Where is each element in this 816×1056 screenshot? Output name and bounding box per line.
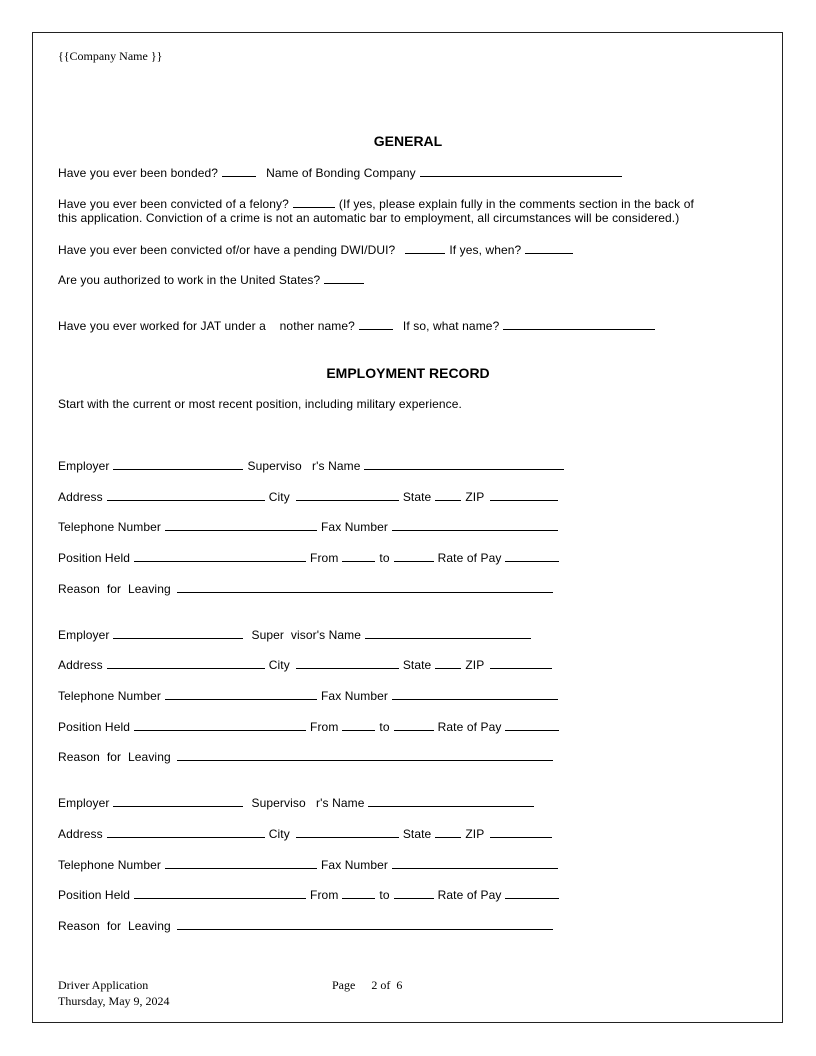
other-name-question: Have you ever worked for JAT under a nother name? (58, 319, 355, 333)
employer-row-3 (58, 795, 538, 810)
reason-label: Reason for Leaving (58, 582, 171, 596)
telephone-field[interactable] (165, 688, 317, 700)
city-field[interactable] (296, 657, 399, 669)
state-field[interactable] (435, 657, 461, 669)
employer-label: Employer (58, 796, 110, 810)
to-label: to (379, 888, 390, 902)
reason-field[interactable] (177, 749, 553, 761)
employer-label: Employer (58, 459, 110, 473)
rate-field[interactable] (505, 887, 559, 899)
other-name-answer-field[interactable] (359, 318, 393, 330)
general-heading: GENERAL (373, 133, 443, 149)
felony-question: Have you ever been convicted of a felony? (58, 197, 289, 211)
felony-answer-field[interactable] (293, 196, 335, 208)
state-field[interactable] (435, 826, 461, 838)
authorized-row (58, 272, 368, 287)
from-label: From (310, 720, 339, 734)
footer-doc-title: Driver Application (58, 978, 149, 992)
zip-label: ZIP (465, 827, 485, 841)
reason-row-1 (58, 581, 557, 596)
from-label: From (310, 888, 339, 902)
city-label: City (268, 827, 290, 841)
city-label: City (268, 490, 290, 504)
zip-label: ZIP (465, 658, 485, 672)
to-field[interactable] (394, 887, 434, 899)
from-field[interactable] (342, 887, 375, 899)
footer-page-indicator (332, 978, 402, 993)
from-field[interactable] (342, 719, 375, 731)
what-name-field[interactable] (503, 318, 655, 330)
city-field[interactable] (296, 489, 399, 501)
felony-note-line-1: (If yes, please explain fully in the comments section in the back of (338, 197, 694, 211)
position-row-3 (58, 887, 563, 902)
position-field[interactable] (134, 887, 306, 899)
fax-field[interactable] (392, 688, 558, 700)
telephone-row-2 (58, 688, 562, 703)
zip-field[interactable] (490, 657, 552, 669)
employer-field[interactable] (113, 795, 243, 807)
footer-date: Thursday, May 9, 2024 (58, 994, 170, 1008)
address-row-1 (58, 489, 562, 504)
city-field[interactable] (296, 826, 399, 838)
employer-row-1 (58, 458, 568, 473)
state-field[interactable] (435, 489, 461, 501)
address-label: Address (58, 827, 103, 841)
telephone-row-3 (58, 857, 562, 872)
rate-label: Rate of Pay (437, 888, 502, 902)
telephone-label: Telephone Number (58, 520, 161, 534)
rate-field[interactable] (505, 719, 559, 731)
address-field[interactable] (107, 826, 265, 838)
telephone-label: Telephone Number (58, 689, 161, 703)
employer-field[interactable] (113, 458, 243, 470)
fax-field[interactable] (392, 857, 558, 869)
supervisor-field[interactable] (368, 795, 534, 807)
fax-label: Fax Number (321, 858, 389, 872)
from-field[interactable] (342, 550, 375, 562)
to-label: to (379, 720, 390, 734)
rate-label: Rate of Pay (437, 720, 502, 734)
state-label: State (402, 490, 432, 504)
supervisor-label: Superviso r's Name (251, 796, 365, 810)
reason-row-3 (58, 918, 557, 933)
employment-intro: Start with the current or most recent position, including military experience. (58, 397, 462, 411)
fax-label: Fax Number (321, 689, 389, 703)
position-label: Position Held (58, 551, 131, 565)
reason-label: Reason for Leaving (58, 750, 171, 764)
reason-field[interactable] (177, 918, 553, 930)
felony-note-line-2: this application. Conviction of a crime is not an automatic bar to employment, all circumstances will be considered.) (58, 211, 680, 225)
city-label: City (268, 658, 290, 672)
rate-field[interactable] (505, 550, 559, 562)
dwi-when-label: If yes, when? (449, 243, 522, 257)
telephone-field[interactable] (165, 857, 317, 869)
fax-field[interactable] (392, 519, 558, 531)
footer-page-label: Page (332, 978, 356, 992)
supervisor-label: Superviso r's Name (247, 459, 361, 473)
employer-row-2 (58, 627, 535, 642)
address-row-2 (58, 657, 556, 672)
from-label: From (310, 551, 339, 565)
position-field[interactable] (134, 550, 306, 562)
supervisor-field[interactable] (364, 458, 564, 470)
bonding-company-field[interactable] (420, 165, 622, 177)
reason-label: Reason for Leaving (58, 919, 171, 933)
telephone-row-1 (58, 519, 562, 534)
reason-row-2 (58, 749, 557, 764)
state-label: State (402, 827, 432, 841)
position-label: Position Held (58, 888, 131, 902)
bonding-company-label: Name of Bonding Company (266, 166, 416, 180)
address-row-3 (58, 826, 556, 841)
employer-field[interactable] (113, 627, 243, 639)
state-label: State (402, 658, 432, 672)
to-field[interactable] (394, 550, 434, 562)
authorized-question: Are you authorized to work in the United States? (58, 273, 321, 287)
felony-row (58, 196, 694, 211)
what-name-label: If so, what name? (402, 319, 500, 333)
position-row-2 (58, 719, 563, 734)
company-name-placeholder: {{Company Name }} (58, 49, 163, 63)
address-field[interactable] (107, 657, 265, 669)
address-label: Address (58, 658, 103, 672)
bonded-answer-field[interactable] (222, 165, 256, 177)
dwi-answer-field[interactable] (405, 242, 445, 254)
dwi-row (58, 242, 577, 257)
supervisor-field[interactable] (365, 627, 531, 639)
bonded-row (58, 165, 626, 180)
address-label: Address (58, 490, 103, 504)
supervisor-label: Super visor's Name (251, 628, 362, 642)
bonded-question: Have you ever been bonded? (58, 166, 219, 180)
zip-label: ZIP (465, 490, 485, 504)
dwi-when-field[interactable] (525, 242, 573, 254)
other-name-row (58, 318, 659, 333)
reason-field[interactable] (177, 581, 553, 593)
to-field[interactable] (394, 719, 434, 731)
rate-label: Rate of Pay (437, 551, 502, 565)
address-field[interactable] (107, 489, 265, 501)
zip-field[interactable] (490, 489, 558, 501)
to-label: to (379, 551, 390, 565)
telephone-label: Telephone Number (58, 858, 161, 872)
position-label: Position Held (58, 720, 131, 734)
employer-label: Employer (58, 628, 110, 642)
dwi-question: Have you ever been convicted of/or have a pending DWI/DUI? (58, 243, 396, 257)
authorized-answer-field[interactable] (324, 272, 364, 284)
position-row-1 (58, 550, 563, 565)
fax-label: Fax Number (321, 520, 389, 534)
footer-page-number: 2 of 6 (371, 978, 403, 992)
telephone-field[interactable] (165, 519, 317, 531)
employment-record-heading: EMPLOYMENT RECORD (326, 365, 490, 381)
position-field[interactable] (134, 719, 306, 731)
zip-field[interactable] (490, 826, 552, 838)
